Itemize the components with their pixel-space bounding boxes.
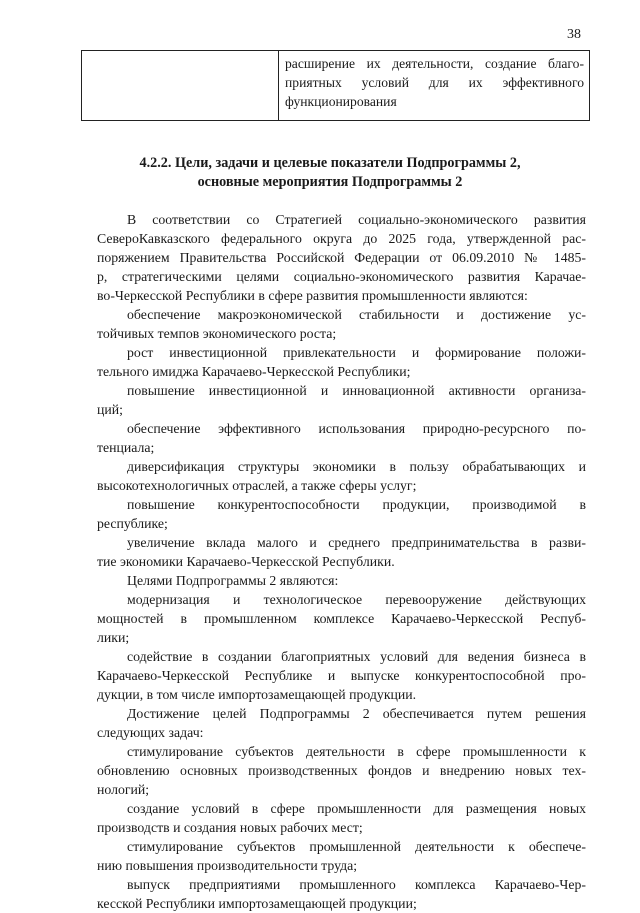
table-row [82,51,590,121]
section-heading-line-1: 4.2.2. Цели, задачи и целевые показатели Подпрограммы 2, [139,155,521,171]
paragraph-line: ций; [97,402,123,417]
paragraph-line: рост инвестиционной привлекательности и формирование положи- [127,345,586,360]
table-cell-text [279,51,590,121]
paragraph-line: обновлению основных производственных фондов и внедрению новых тех- [97,763,586,778]
body-text [97,210,586,913]
paragraph-line: СевероКавказского федерального округа до 2025 года, утвержденной рас- [97,231,586,246]
paragraph [97,875,586,913]
paragraph-line: высокотехнологичных отраслей, а также сферы услуг; [97,478,417,493]
paragraph-line: стимулирование субъектов деятельности в сфере промышленности к [127,744,586,759]
paragraph-line: во-Черкесской Республики в сфере развития промышленности являются: [97,288,528,303]
paragraph [97,799,586,837]
paragraph-line: р, стратегическими целями социально-экономического развития Карачае- [97,269,586,284]
paragraph-line: следующих задач: [97,725,204,740]
paragraph [97,210,586,305]
paragraph [97,837,586,875]
paragraph-line: тойчивых темпов экономического роста; [97,326,337,341]
paragraph-line: тенциала; [97,440,155,455]
paragraph-line: Достижение целей Подпрограммы 2 обеспечивается путем решения [127,706,586,721]
paragraph [97,533,586,571]
paragraph-line: лики; [97,630,130,645]
paragraph-line: нию повышения производительности труда; [97,858,358,873]
paragraph-line: обеспечение макроэкономической стабильности и достижение ус- [127,307,586,322]
paragraph-line: создание условий в сфере промышленности для размещения новых [127,801,586,816]
section-heading-line-2: основные мероприятия Подпрограммы 2 [197,174,463,190]
table-cell-empty [82,51,279,121]
paragraph [97,742,586,799]
paragraph [97,419,586,457]
paragraph-line: диверсификация структуры экономики в пользу обрабатывающих и [127,459,586,474]
paragraph-line: тие экономики Карачаево-Черкесской Республики. [97,554,395,569]
paragraph-line: производств и создания новых рабочих мест; [97,820,363,835]
paragraph-line: модернизация и технологическое перевооружение действующих [127,592,586,607]
table-cell-line: приятных условий для их эффективного [285,75,584,90]
section-heading [70,154,590,192]
paragraph-line: поряжением Правительства Российской Федерации от 06.09.2010 № 1485- [97,250,586,265]
paragraph-line: выпуск предприятиями промышленного комплекса Карачаево-Чер- [127,877,586,892]
paragraph-line: кесской Республики импортозамещающей продукции; [97,896,417,911]
paragraph-line: повышение конкурентоспособности продукции, производимой в [127,497,586,512]
paragraph-line: мощностей в промышленном комплексе Карачаево-Черкесской Респуб- [97,611,586,626]
paragraph [97,590,586,647]
paragraph-line: дукции, в том числе импортозамещающей продукции. [97,687,417,702]
paragraph-line: Карачаево-Черкесской Республике и выпуске конкурентоспособной про- [97,668,586,683]
paragraph [97,571,586,590]
continuation-table [81,50,590,121]
paragraph-line: тельного имиджа Карачаево-Черкесской Республики; [97,364,411,379]
paragraph [97,457,586,495]
paragraph [97,704,586,742]
paragraph-line: Целями Подпрограммы 2 являются: [127,573,339,588]
paragraph-line: содействие в создании благоприятных условий для ведения бизнеса в [127,649,586,664]
table-cell-line: расширение их деятельности, создание благо- [285,56,584,71]
paragraph [97,305,586,343]
paragraph-line: нологий; [97,782,150,797]
paragraph-line: республике; [97,516,168,531]
paragraph [97,647,586,704]
page-number: 38 [567,27,581,42]
paragraph-line: повышение инвестиционной и инновационной активности организа- [127,383,586,398]
paragraph-line: В соответствии со Стратегией социально-экономического развития [127,212,586,227]
paragraph-line: стимулирование субъектов промышленной деятельности к обеспече- [127,839,586,854]
paragraph-line: увеличение вклада малого и среднего предпринимательства в разви- [127,535,586,550]
paragraph [97,495,586,533]
paragraph [97,343,586,381]
table-cell-line: функционирования [285,94,397,109]
paragraph-line: обеспечение эффективного использования природно-ресурсного по- [127,421,586,436]
paragraph [97,381,586,419]
